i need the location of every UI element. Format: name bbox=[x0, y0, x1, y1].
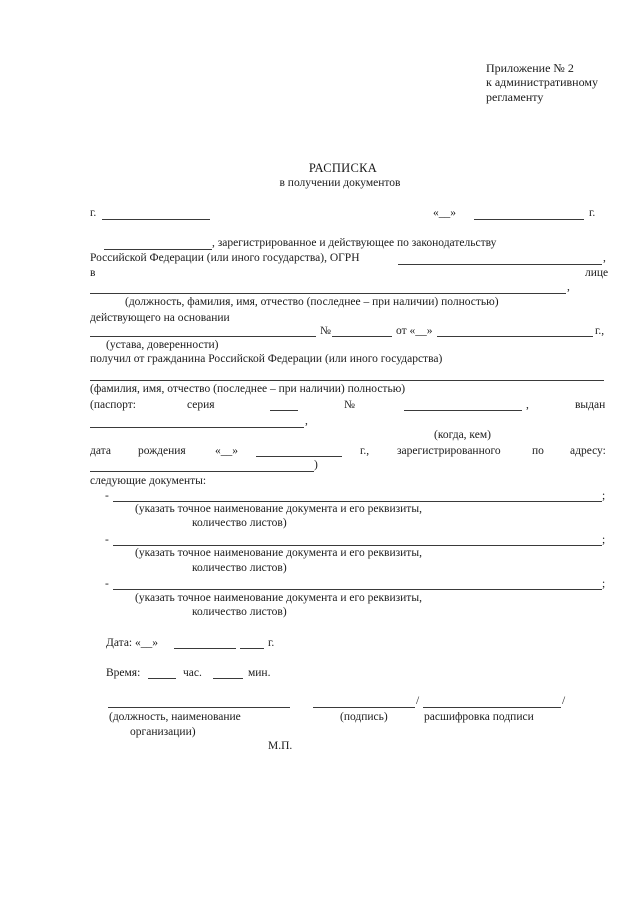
doc-2-line bbox=[113, 545, 602, 546]
city-line bbox=[102, 219, 210, 220]
address-label: адресу: bbox=[570, 445, 606, 457]
passport-label: (паспорт: bbox=[90, 399, 136, 411]
ogrn-line bbox=[398, 264, 602, 265]
org-name-line bbox=[104, 249, 212, 250]
number-sign: № bbox=[320, 325, 331, 337]
doc-2-note-1: (указать точное наименование документа и его реквизиты, bbox=[135, 547, 422, 559]
appendix-line-3: регламенту bbox=[486, 90, 544, 104]
doc-1-note-2: количество листов) bbox=[192, 517, 287, 529]
paren-close: ) bbox=[314, 459, 318, 471]
minutes-line bbox=[213, 678, 243, 679]
issued-by-line bbox=[90, 427, 304, 428]
time-label: Время: bbox=[106, 667, 141, 679]
year-1: г., bbox=[595, 325, 605, 337]
document-title: РАСПИСКА bbox=[308, 161, 378, 175]
comma-3: , bbox=[526, 399, 529, 411]
litse-word: лице bbox=[585, 267, 609, 279]
position-note-1: (должность, наименование bbox=[109, 711, 241, 723]
received-text: получил от гражданина Российской Федерации (или иного государства) bbox=[90, 353, 443, 365]
signature-line bbox=[313, 707, 415, 708]
po-word: по bbox=[532, 445, 544, 457]
footer-date-month-line bbox=[174, 648, 236, 649]
when-who-note: (когда, кем) bbox=[434, 429, 491, 441]
decipher-line bbox=[423, 707, 561, 708]
date-line bbox=[474, 219, 584, 220]
footer-date-label: Дата: «__» bbox=[106, 637, 158, 649]
from-date-line bbox=[437, 336, 593, 337]
from-date: от «__» bbox=[396, 325, 433, 337]
minutes-label: мин. bbox=[248, 667, 271, 679]
issued-label: выдан bbox=[575, 399, 606, 411]
doc-1-dash: - bbox=[105, 490, 109, 502]
basis-line bbox=[90, 336, 316, 337]
appendix-line-1: Приложение № 2 bbox=[486, 61, 574, 75]
registered-text: , зарегистрированное и действующее по законодательству bbox=[212, 237, 497, 249]
position-note: (должность, фамилия, имя, отчество (последнее – при наличии) полностью) bbox=[125, 296, 499, 308]
doc-3-line bbox=[113, 589, 602, 590]
hours-label: час. bbox=[183, 667, 202, 679]
comma-2: , bbox=[567, 281, 570, 293]
birth-date-quote: «__» bbox=[215, 445, 238, 457]
charter-note: (устава, доверенности) bbox=[106, 339, 219, 351]
address-line bbox=[90, 471, 314, 472]
series-label: серия bbox=[187, 399, 215, 411]
registered-label: зарегистрированного bbox=[397, 445, 501, 457]
comma-4: , bbox=[305, 415, 308, 427]
birth-date-label: дата bbox=[90, 445, 111, 457]
doc-3-dash: - bbox=[105, 578, 109, 590]
doc-1-end: ; bbox=[602, 490, 606, 502]
decipher-note: расшифровка подписи bbox=[424, 711, 534, 723]
birth-label: рождения bbox=[138, 445, 186, 457]
fio-note: (фамилия, имя, отчество (последнее – при наличии) полностью) bbox=[90, 383, 406, 395]
signature-note: (подпись) bbox=[340, 711, 388, 723]
doc-1-line bbox=[113, 501, 602, 502]
year-2: г., bbox=[360, 445, 370, 457]
number-line bbox=[332, 336, 392, 337]
slash-2: / bbox=[562, 695, 566, 707]
passport-number-sign: № bbox=[344, 399, 355, 411]
stamp-place: М.П. bbox=[268, 740, 293, 752]
date-quote: «__» bbox=[433, 207, 456, 219]
series-line bbox=[270, 410, 298, 411]
birth-date-line bbox=[256, 456, 342, 457]
footer-date-g: г. bbox=[268, 637, 275, 649]
doc-1-note-1: (указать точное наименование документа и его реквизиты, bbox=[135, 503, 422, 515]
slash-1: / bbox=[416, 695, 420, 707]
doc-2-note-2: количество листов) bbox=[192, 562, 287, 574]
doc-2-dash: - bbox=[105, 534, 109, 546]
comma-1: , bbox=[603, 252, 606, 264]
appendix-line-2: к административному bbox=[486, 75, 598, 89]
document-subtitle: в получении документов bbox=[279, 177, 401, 189]
basis-text: действующего на основании bbox=[90, 312, 230, 324]
in-word: в bbox=[90, 267, 96, 279]
citizen-name-line bbox=[90, 380, 604, 381]
city-prefix: г. bbox=[90, 207, 97, 219]
doc-3-note-2: количество листов) bbox=[192, 606, 287, 618]
passport-number-line bbox=[404, 410, 522, 411]
representative-line bbox=[90, 293, 566, 294]
position-sign-line bbox=[108, 707, 290, 708]
position-note-2: организации) bbox=[130, 726, 196, 738]
year-suffix: г. bbox=[589, 207, 596, 219]
doc-2-end: ; bbox=[602, 534, 606, 546]
hours-line bbox=[148, 678, 176, 679]
footer-date-year-line bbox=[240, 648, 264, 649]
doc-3-note-1: (указать точное наименование документа и его реквизиты, bbox=[135, 592, 422, 604]
rf-ogrn-text: Российской Федерации (или иного государства), ОГРН bbox=[90, 252, 360, 264]
doc-3-end: ; bbox=[602, 578, 606, 590]
following-docs-label: следующие документы: bbox=[90, 475, 207, 487]
